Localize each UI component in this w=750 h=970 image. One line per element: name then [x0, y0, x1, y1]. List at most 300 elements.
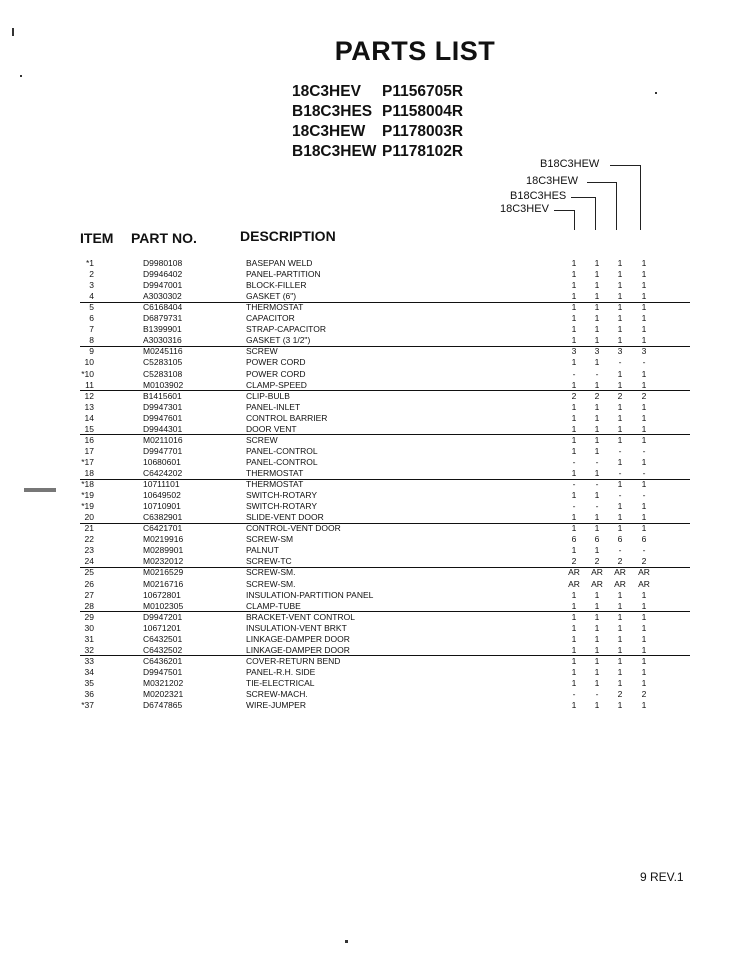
column-label: 18C3HEV [500, 203, 549, 215]
quantity-cell: 1 [641, 611, 647, 622]
quantity-cell: AR [638, 567, 650, 578]
part-number: D9947201 [143, 611, 183, 622]
quantity-cell: 1 [594, 622, 600, 633]
table-row [0, 280, 750, 291]
part-number: D9980108 [143, 258, 183, 268]
table-row [0, 369, 750, 380]
table-row [0, 490, 750, 501]
quantity-cell: 1 [594, 545, 600, 556]
quantity-cell: 1 [594, 324, 600, 335]
quantity-cell: 1 [641, 379, 647, 390]
quantity-cell: 1 [617, 302, 623, 313]
quantity-cell: 3 [617, 346, 623, 357]
quantity-cell: AR [638, 578, 650, 589]
bracket-line [616, 182, 617, 230]
table-row [0, 357, 750, 368]
item-number: 16 [84, 434, 94, 445]
quantity-cell: 1 [571, 258, 577, 268]
model-name: 18C3HEV [292, 83, 361, 100]
part-number: C6168404 [143, 302, 183, 313]
table-row [0, 667, 750, 678]
item-number: 17 [84, 445, 94, 456]
quantity-cell: AR [591, 578, 603, 589]
bracket-line [554, 210, 574, 211]
quantity-cell: 1 [617, 677, 623, 688]
part-number: C6432501 [143, 633, 183, 644]
part-number: D9946402 [143, 269, 183, 280]
item-number: 13 [84, 401, 94, 412]
quantity-cell: - [595, 479, 599, 489]
part-number: D6747865 [143, 700, 183, 710]
part-description: POWER CORD [246, 368, 306, 379]
quantity-cell: 1 [594, 291, 600, 302]
item-number: *19 [81, 490, 94, 501]
quantity-cell: 1 [617, 379, 623, 390]
part-description: LINKAGE-DAMPER DOOR [246, 633, 350, 644]
bracket-line [595, 197, 596, 230]
table-row [0, 269, 750, 280]
part-number: C6424202 [143, 468, 183, 478]
quantity-cell: 1 [617, 258, 623, 268]
part-number: C5283105 [143, 357, 183, 368]
quantity-cell: 1 [617, 324, 623, 335]
quantity-cell: 1 [617, 401, 623, 412]
quantity-cell: - [618, 545, 622, 556]
header-part-no: PART NO. [131, 230, 197, 246]
quantity-cell: 1 [641, 589, 647, 600]
model-name: 18C3HEW [292, 123, 366, 140]
quantity-cell: 2 [571, 390, 577, 401]
quantity-cell: 2 [617, 556, 623, 567]
item-number: *17 [81, 456, 94, 467]
part-number: C6421701 [143, 523, 183, 534]
part-description: SCREW-SM [246, 534, 294, 545]
quantity-cell: 1 [617, 456, 623, 467]
table-row [0, 457, 750, 468]
part-number: D9947501 [143, 666, 183, 677]
part-description: SCREW-TC [246, 556, 292, 567]
table-row [0, 302, 750, 313]
table-row [0, 612, 750, 623]
table-row [0, 324, 750, 335]
part-description: THERMOSTAT [246, 302, 304, 313]
table-row [0, 391, 750, 402]
quantity-cell: AR [568, 578, 580, 589]
quantity-cell: 2 [641, 556, 647, 567]
item-number: *10 [81, 368, 94, 379]
part-description: LINKAGE-DAMPER DOOR [246, 644, 350, 655]
quantity-cell: 1 [594, 269, 600, 280]
quantity-cell: 1 [594, 379, 600, 390]
quantity-cell: 1 [617, 335, 623, 346]
quantity-cell: 1 [571, 600, 577, 611]
part-description: PANEL-R.H. SIDE [246, 666, 316, 677]
part-description: WIRE-JUMPER [246, 700, 306, 710]
table-row [0, 590, 750, 601]
quantity-cell: 1 [571, 589, 577, 600]
item-number: 31 [84, 633, 94, 644]
column-label: 18C3HEW [526, 175, 578, 187]
bracket-line [587, 182, 616, 183]
quantity-cell: 1 [594, 280, 600, 291]
quantity-cell: 1 [571, 324, 577, 335]
quantity-cell: 1 [571, 611, 577, 622]
model-name: B18C3HEW [292, 143, 377, 160]
quantity-cell: 1 [594, 412, 600, 423]
item-number: 20 [84, 512, 94, 523]
item-number: 30 [84, 622, 94, 633]
item-number: 14 [84, 412, 94, 423]
quantity-cell: 1 [617, 523, 623, 534]
part-number: M0219916 [143, 534, 184, 545]
quantity-cell: 2 [594, 390, 600, 401]
quantity-cell: 1 [641, 412, 647, 423]
table-row [0, 601, 750, 612]
item-number: 7 [89, 324, 94, 335]
quantity-cell: 1 [617, 666, 623, 677]
part-description: COVER-RETURN BEND [246, 655, 341, 666]
quantity-cell: AR [591, 567, 603, 578]
quantity-cell: 1 [571, 655, 577, 666]
quantity-cell: - [572, 479, 576, 489]
quantity-cell: 1 [617, 622, 623, 633]
quantity-cell: 1 [641, 677, 647, 688]
quantity-cell: 1 [571, 401, 577, 412]
quantity-cell: 1 [641, 291, 647, 302]
scan-speck [20, 75, 22, 77]
item-number: 6 [89, 313, 94, 324]
quantity-cell: 1 [617, 368, 623, 379]
column-label: B18C3HES [510, 190, 567, 202]
item-number: 10 [84, 357, 94, 368]
quantity-cell: 1 [594, 445, 600, 456]
part-description: SCREW-SM. [246, 567, 296, 578]
item-number: 34 [84, 666, 94, 677]
part-number: D6879731 [143, 313, 183, 324]
table-row [0, 623, 750, 634]
quantity-cell: 1 [571, 269, 577, 280]
part-description: SCREW-SM. [246, 578, 296, 589]
part-description: CONTROL BARRIER [246, 412, 328, 423]
part-description: SWITCH-ROTARY [246, 501, 317, 512]
part-description: THERMOSTAT [246, 468, 304, 478]
table-row [0, 402, 750, 413]
quantity-cell: 1 [571, 357, 577, 368]
item-number: 36 [84, 689, 94, 699]
table-row [0, 346, 750, 357]
part-description: SCREW-MACH. [246, 689, 308, 699]
item-number: 12 [84, 390, 94, 401]
quantity-cell: 1 [617, 434, 623, 445]
part-number: C6382901 [143, 512, 183, 523]
quantity-cell: - [618, 445, 622, 456]
quantity-cell: - [572, 456, 576, 467]
table-row [0, 556, 750, 567]
table-row [0, 678, 750, 689]
table-row [0, 689, 750, 700]
quantity-cell: 1 [641, 313, 647, 324]
quantity-cell: 1 [594, 512, 600, 523]
table-row [0, 656, 750, 667]
quantity-cell: 1 [571, 633, 577, 644]
quantity-cell: - [572, 501, 576, 512]
quantity-cell: 3 [594, 346, 600, 357]
part-number: 10671201 [143, 622, 181, 633]
quantity-cell: 1 [641, 666, 647, 677]
quantity-cell: 6 [594, 534, 600, 545]
part-number: 10680601 [143, 456, 181, 467]
quantity-cell: 1 [571, 677, 577, 688]
quantity-cell: 1 [641, 324, 647, 335]
part-number: B1415601 [143, 390, 182, 401]
quantity-cell: 1 [641, 622, 647, 633]
quantity-cell: 1 [594, 335, 600, 346]
item-number: *19 [81, 501, 94, 512]
quantity-cell: 1 [571, 291, 577, 302]
table-row [0, 579, 750, 590]
bracket-line [574, 210, 575, 230]
item-number: 25 [84, 567, 94, 578]
quantity-cell: 1 [617, 644, 623, 655]
part-number: A3030302 [143, 291, 182, 302]
quantity-cell: 1 [571, 545, 577, 556]
quantity-cell: 1 [617, 269, 623, 280]
scan-speck [12, 28, 14, 36]
quantity-cell: 1 [641, 401, 647, 412]
quantity-cell: - [595, 501, 599, 512]
quantity-cell: 1 [594, 666, 600, 677]
quantity-cell: 1 [594, 600, 600, 611]
table-row [0, 424, 750, 435]
quantity-cell: 1 [641, 258, 647, 268]
part-number: D9947601 [143, 412, 183, 423]
part-number: C6432502 [143, 644, 183, 655]
part-number: B1399901 [143, 324, 182, 335]
table-row [0, 335, 750, 346]
part-description: THERMOSTAT [246, 479, 304, 489]
quantity-cell: - [618, 490, 622, 501]
table-row [0, 501, 750, 512]
quantity-cell: 1 [617, 479, 623, 489]
part-number: D9947301 [143, 401, 183, 412]
item-number: 15 [84, 423, 94, 434]
quantity-cell: 1 [641, 368, 647, 379]
quantity-cell: 1 [617, 589, 623, 600]
quantity-cell: 1 [641, 600, 647, 611]
model-part-number: P1158004R [382, 103, 464, 120]
quantity-cell: 1 [594, 434, 600, 445]
quantity-cell: 1 [571, 423, 577, 434]
quantity-cell: 1 [571, 434, 577, 445]
quantity-cell: 1 [594, 468, 600, 478]
quantity-cell: - [642, 357, 646, 368]
table-row [0, 545, 750, 556]
header-item: ITEM [80, 230, 114, 246]
scan-speck [345, 940, 348, 943]
item-number: 21 [84, 523, 94, 534]
quantity-cell: 1 [571, 445, 577, 456]
bracket-line [640, 165, 641, 230]
quantity-cell: 1 [617, 280, 623, 291]
item-number: 24 [84, 556, 94, 567]
scan-smudge [24, 488, 56, 492]
part-number: M0202321 [143, 689, 184, 699]
quantity-cell: 1 [571, 379, 577, 390]
table-row [0, 634, 750, 645]
quantity-cell: - [572, 689, 576, 699]
quantity-cell: 6 [641, 534, 647, 545]
page-title: PARTS LIST [334, 36, 496, 66]
quantity-cell: 1 [641, 633, 647, 644]
item-number: 23 [84, 545, 94, 556]
quantity-cell: 2 [617, 390, 623, 401]
quantity-cell: 1 [571, 644, 577, 655]
quantity-cell: 1 [571, 280, 577, 291]
item-number: *37 [81, 700, 94, 710]
quantity-cell: 1 [594, 655, 600, 666]
part-description: CLAMP-SPEED [246, 379, 307, 390]
part-description: GASKET (6") [246, 291, 297, 302]
part-number: M0245116 [143, 346, 183, 357]
item-number: 2 [89, 269, 94, 280]
quantity-cell: 1 [641, 269, 647, 280]
part-description: INSULATION-VENT BRKT [246, 622, 347, 633]
part-description: SLIDE-VENT DOOR [246, 512, 324, 523]
part-number: M0232012 [143, 556, 184, 567]
model-name: B18C3HES [292, 103, 373, 120]
part-description: BASEPAN WELD [246, 258, 313, 268]
table-row [0, 468, 750, 479]
model-part-number: P1178102R [382, 143, 464, 160]
quantity-cell: 1 [571, 666, 577, 677]
quantity-cell: 3 [641, 346, 647, 357]
bracket-line [571, 197, 595, 198]
table-row [0, 645, 750, 656]
part-number: M0211016 [143, 434, 183, 445]
part-number: M0321202 [143, 677, 184, 688]
quantity-cell: 1 [571, 512, 577, 523]
quantity-cell: 1 [617, 512, 623, 523]
quantity-cell: 1 [617, 655, 623, 666]
quantity-cell: 1 [594, 357, 600, 368]
quantity-cell: 1 [641, 644, 647, 655]
part-description: SCREW [246, 346, 278, 357]
quantity-cell: 1 [594, 677, 600, 688]
quantity-cell: - [642, 468, 646, 478]
quantity-cell: 2 [617, 689, 623, 699]
quantity-cell: 1 [617, 423, 623, 434]
quantity-cell: 1 [641, 335, 647, 346]
item-number: 18 [84, 468, 94, 478]
part-description: PANEL-CONTROL [246, 456, 318, 467]
quantity-cell: 1 [571, 335, 577, 346]
item-number: 4 [89, 291, 94, 302]
item-number: 26 [84, 578, 94, 589]
item-number: 27 [84, 589, 94, 600]
part-description: CLIP-BULB [246, 390, 290, 401]
quantity-cell: 1 [594, 423, 600, 434]
table-row [0, 313, 750, 324]
item-number: *18 [81, 479, 94, 489]
part-description: SCREW [246, 434, 278, 445]
part-number: C5283108 [143, 368, 183, 379]
page-footer: 9 REV.1 [640, 870, 684, 884]
quantity-cell: - [642, 445, 646, 456]
part-number: M0103902 [143, 379, 184, 390]
model-part-number: P1178003R [382, 123, 464, 140]
quantity-cell: 2 [571, 556, 577, 567]
quantity-cell: 1 [641, 479, 647, 489]
quantity-cell: 1 [641, 700, 647, 710]
table-row [0, 523, 750, 534]
quantity-cell: - [642, 490, 646, 501]
quantity-cell: 1 [617, 600, 623, 611]
item-number: 5 [89, 302, 94, 313]
table-row [0, 567, 750, 578]
part-description: INSULATION-PARTITION PANEL [246, 589, 374, 600]
bracket-line [610, 165, 640, 166]
part-number: D9947001 [143, 280, 183, 291]
quantity-cell: - [618, 357, 622, 368]
table-row [0, 258, 750, 269]
table-row [0, 413, 750, 424]
header-description: DESCRIPTION [240, 228, 336, 244]
part-description: PANEL-PARTITION [246, 269, 321, 280]
part-description: PANEL-INLET [246, 401, 301, 412]
part-number: C6436201 [143, 655, 183, 666]
quantity-cell: AR [568, 567, 580, 578]
model-part-number: P1156705R [382, 83, 464, 100]
quantity-cell: 1 [571, 700, 577, 710]
table-row [0, 380, 750, 391]
quantity-cell: 1 [617, 412, 623, 423]
item-number: 3 [89, 280, 94, 291]
part-description: PALNUT [246, 545, 279, 556]
quantity-cell: - [618, 468, 622, 478]
quantity-cell: AR [614, 578, 626, 589]
part-number: M0216716 [143, 578, 184, 589]
quantity-cell: 1 [641, 655, 647, 666]
quantity-cell: 1 [594, 490, 600, 501]
part-description: CLAMP-TUBE [246, 600, 301, 611]
part-number: 10711101 [143, 479, 180, 489]
part-number: 10649502 [143, 490, 181, 501]
part-description: CAPACITOR [246, 313, 295, 324]
part-description: STRAP-CAPACITOR [246, 324, 326, 335]
quantity-cell: - [595, 689, 599, 699]
table-row [0, 534, 750, 545]
quantity-cell: 1 [571, 412, 577, 423]
part-number: A3030316 [143, 335, 182, 346]
quantity-cell: 1 [571, 622, 577, 633]
quantity-cell: 1 [594, 258, 600, 268]
table-row [0, 435, 750, 446]
item-number: 28 [84, 600, 94, 611]
table-row [0, 291, 750, 302]
quantity-cell: 1 [571, 313, 577, 324]
quantity-cell: 1 [571, 302, 577, 313]
part-description: BLOCK-FILLER [246, 280, 307, 291]
quantity-cell: - [642, 545, 646, 556]
part-number: D9947701 [143, 445, 183, 456]
item-number: 29 [84, 611, 94, 622]
quantity-cell: 1 [571, 468, 577, 478]
table-row [0, 446, 750, 457]
quantity-cell: 1 [594, 611, 600, 622]
quantity-cell: 1 [617, 611, 623, 622]
quantity-cell: 1 [617, 700, 623, 710]
table-row [0, 512, 750, 523]
